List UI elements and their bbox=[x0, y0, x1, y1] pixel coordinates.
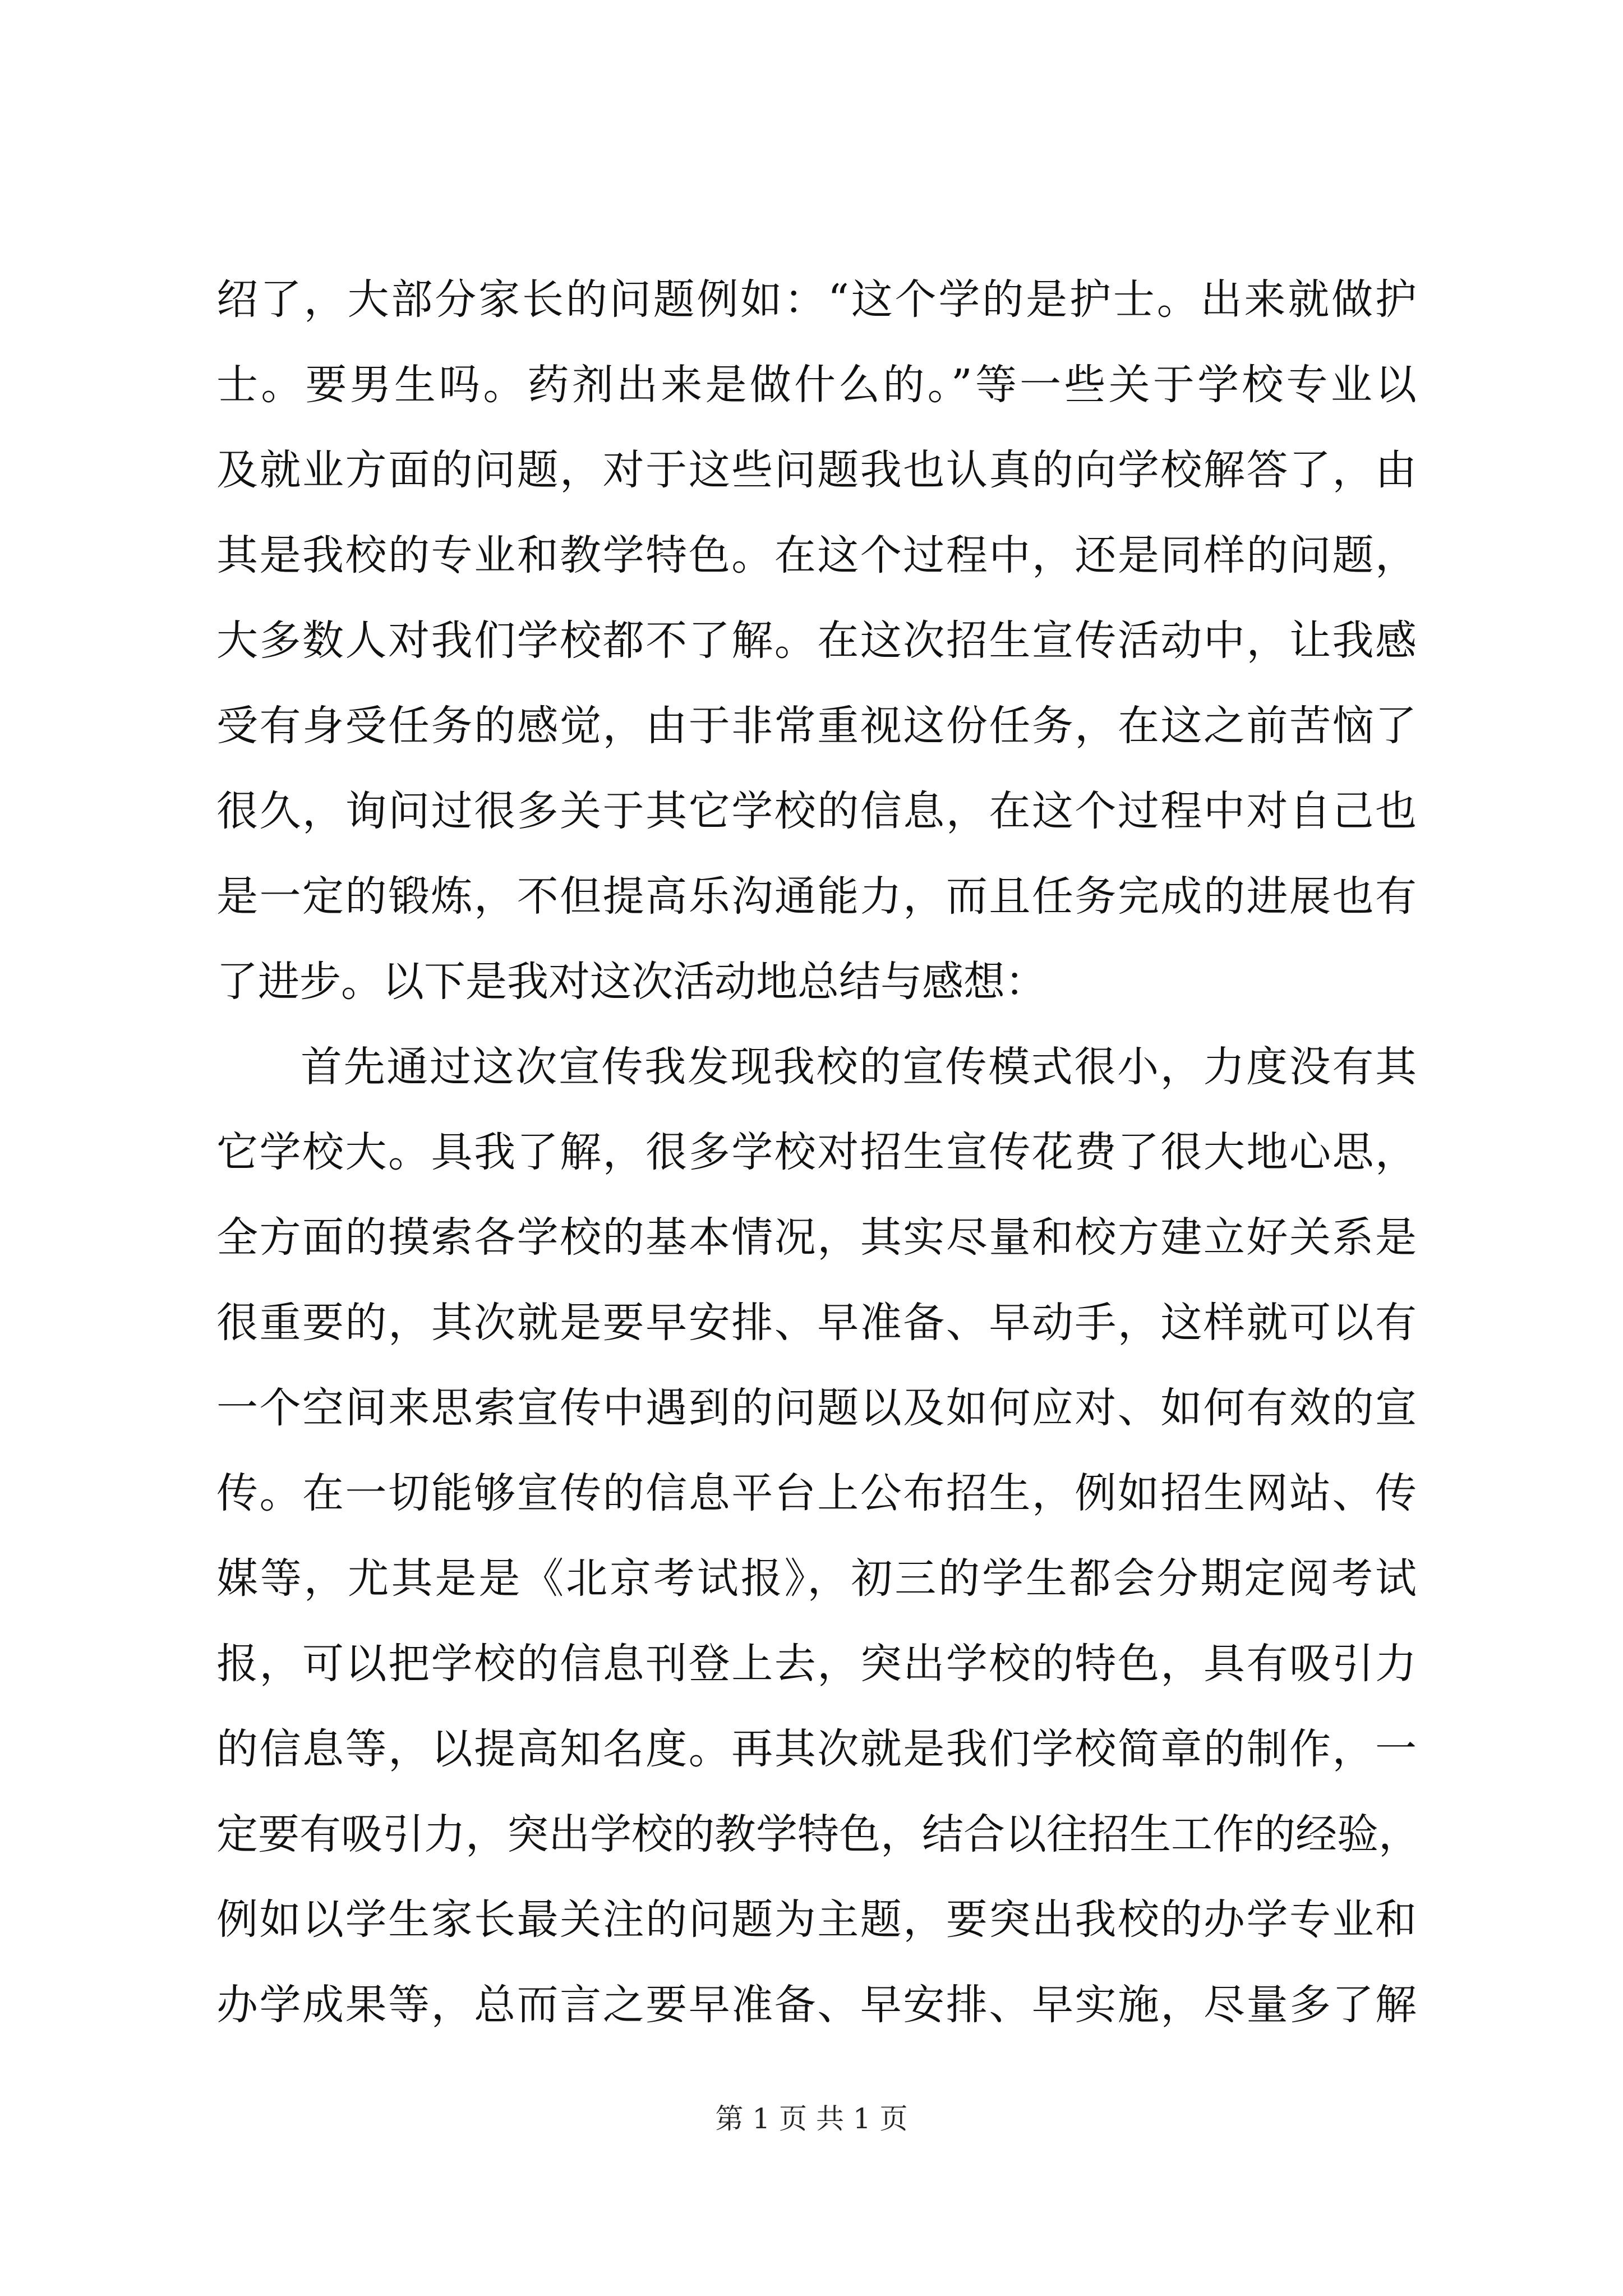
text-line: 定要有吸引力，突出学校的教学特色，结合以往招生工作的经验， bbox=[216, 1810, 1420, 1858]
text-line: 受有身受任务的感觉，由于非常重视这份任务，在这之前苦恼了 bbox=[216, 702, 1417, 750]
page-footer: 第 1 页 共 1 页 bbox=[715, 2102, 908, 2135]
text-line: 的信息等，以提高知名度。再其次就是我们学校简章的制作，一 bbox=[216, 1725, 1417, 1773]
text-line: 绍了，大部分家长的问题例如：“这个学的是护士。出来就做护 bbox=[216, 275, 1417, 324]
text-line: 大多数人对我们学校都不了解。在这次招生宣传活动中，让我感 bbox=[216, 616, 1417, 665]
document-body bbox=[216, 257, 1420, 2047]
text-line: 士。要男生吗。药剂出来是做什么的。”等一些关于学校专业以 bbox=[216, 361, 1417, 409]
text-line: 及就业方面的问题，对于这些问题我也认真的向学校解答了，由 bbox=[216, 446, 1417, 494]
text-line: 传。在一切能够宣传的信息平台上公布招生，例如招生网站、传 bbox=[216, 1469, 1417, 1517]
text-line: 很久，询问过很多关于其它学校的信息，在这个过程中对自己也 bbox=[216, 787, 1417, 835]
text-line: 例如以学生家长最关注的问题为主题，要突出我校的办学专业和 bbox=[216, 1895, 1417, 1944]
text-line: 它学校大。具我了解，很多学校对招生宣传花费了很大地心思， bbox=[216, 1128, 1417, 1176]
text-line: 其是我校的专业和教学特色。在这个过程中，还是同样的问题， bbox=[216, 531, 1417, 579]
text-line: 很重要的，其次就是要早安排、早准备、早动手，这样就可以有 bbox=[216, 1299, 1417, 1347]
text-line: 媒等，尤其是是《北京考试报》，初三的学生都会分期定阅考试 bbox=[216, 1554, 1417, 1603]
text-line: 报，可以把学校的信息刊登上去，突出学校的特色，具有吸引力 bbox=[216, 1640, 1417, 1688]
paragraph-first-line: 首先通过这次宣传我发现我校的宣传模式很小，力度没有其 bbox=[301, 1043, 1417, 1091]
text-line: 办学成果等，总而言之要早准备、早安排、早实施，尽量多了解 bbox=[216, 1981, 1417, 2029]
text-line: 了进步。以下是我对这次活动地总结与感想： bbox=[216, 958, 1046, 1006]
text-line: 是一定的锻炼，不但提高乐沟通能力，而且任务完成的进展也有 bbox=[216, 872, 1417, 921]
text-line: 一个空间来思索宣传中遇到的问题以及如何应对、如何有效的宣 bbox=[216, 1384, 1417, 1432]
text-line: 全方面的摸索各学校的基本情况，其实尽量和校方建立好关系是 bbox=[216, 1213, 1417, 1262]
